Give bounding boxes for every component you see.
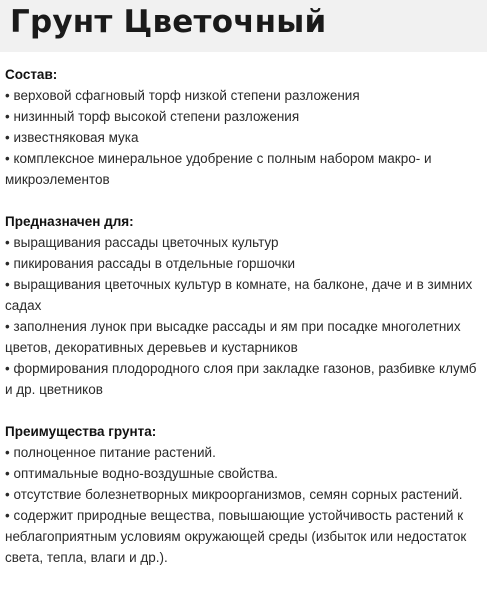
section-heading-advantages: Преимущества грунта: xyxy=(5,424,157,439)
section-heading-purpose: Предназначен для: xyxy=(5,214,134,229)
list-item: • комплексное минеральное удобрение с полным набором макро- и микроэлементов xyxy=(5,151,432,187)
list-item: • выращивания рассады цветочных культур xyxy=(5,235,279,250)
product-description xyxy=(0,52,487,568)
section-purpose xyxy=(5,211,481,400)
list-item: • содержит природные вещества, повышающие устойчивость растений к неблагоприятным условиям окружающей среды (избыток или недостаток света, тепла, влаги и др.). xyxy=(5,508,467,565)
list-item: • известняковая мука xyxy=(5,130,139,145)
section-advantages xyxy=(5,421,481,568)
list-item: • отсутствие болезнетворных микроорганизмов, семян сорных растений. xyxy=(5,487,463,502)
list-item: • формирования плодородного слоя при закладке газонов, разбивке клумб и др. цветников xyxy=(5,361,477,397)
list-item: • низинный торф высокой степени разложения xyxy=(5,109,300,124)
section-composition xyxy=(5,64,481,190)
list-item: • заполнения лунок при высадке рассады и ям при посадке многолетних цветов, декоративных деревьев и кустарников xyxy=(5,319,461,355)
title-bar xyxy=(0,0,487,52)
list-item: • оптимальные водно-воздушные свойства. xyxy=(5,466,278,481)
list-item: • верховой сфагновый торф низкой степени разложения xyxy=(5,88,360,103)
page-title: Грунт Цветочный xyxy=(10,4,327,40)
list-item: • полноценное питание растений. xyxy=(5,445,216,460)
list-item: • выращивания цветочных культур в комнате, на балконе, даче и в зимних садах xyxy=(5,277,473,313)
section-heading-composition: Состав: xyxy=(5,67,58,82)
list-item: • пикирования рассады в отдельные горшочки xyxy=(5,256,296,271)
